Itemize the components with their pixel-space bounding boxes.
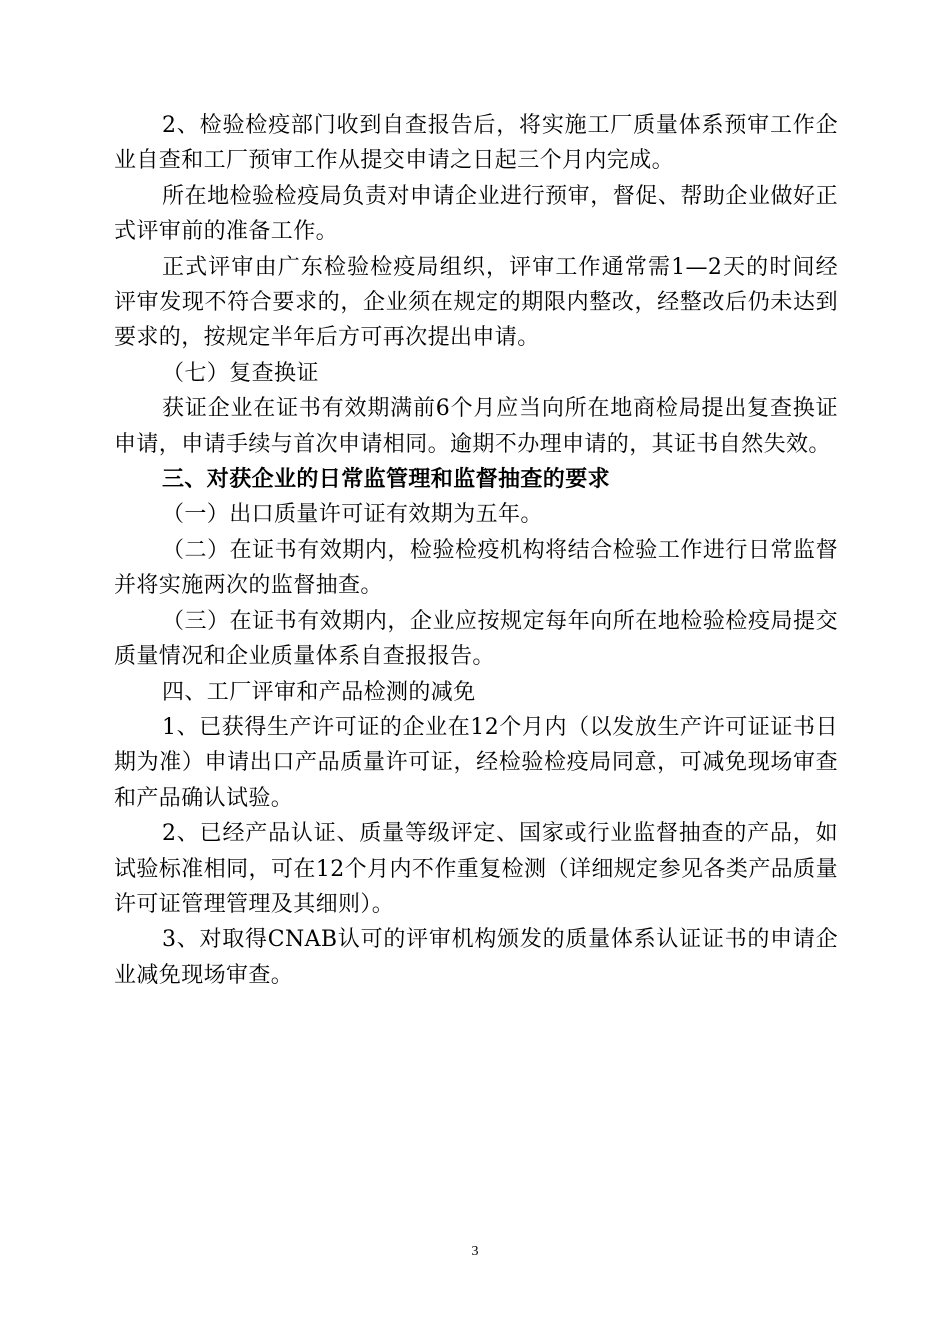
- paragraph-8: （二）在证书有效期内，检验检疫机构将结合检验工作进行日常监督并将实施两次的监督抽查。: [114, 537, 838, 599]
- paragraph-1: 2、检验检疫部门收到自查报告后，将实施工厂质量体系预审工作企业自查和工厂预审工作从提交申请之日起三个月内完成。: [114, 113, 838, 174]
- paragraph-2: 所在地检验检疫局负责对申请企业进行预审，督促、帮助企业做好正式评审前的准备工作。: [114, 183, 838, 245]
- paragraph-12: 2、已经产品认证、质量等级评定、国家或行业监督抽查的产品，如试验标准相同，可在12个月内不作重复检测（详细规定参见各类产品质量许可证管理管理及其细则）。: [114, 821, 838, 917]
- paragraph-3: 正式评审由广东检验检疫局组织，评审工作通常需1—2天的时间经评审发现不符合要求的，企业须在规定的期限内整改，经整改后仍未达到要求的，按规定半年后方可再次提出申请。: [114, 254, 838, 351]
- paragraph-7: （一）出口质量许可证有效期为五年。: [162, 502, 543, 528]
- section-heading-exemption: 四、工厂评审和产品检测的减免: [162, 679, 476, 705]
- page-number: 3: [471, 1244, 479, 1259]
- section-heading-review-renewal: （七）复查换证: [162, 360, 319, 386]
- section-heading-supervision: 三、对获企业的日常监管理和监督抽查的要求: [162, 466, 611, 493]
- paragraph-13: 3、对取得CNAB认可的评审机构颁发的质量体系认证证书的申请企业减免现场审查。: [114, 927, 838, 988]
- paragraph-11: 1、已获得生产许可证的企业在12个月内（以发放生产许可证证书日期为准）申请出口产品质量许可证，经检验检疫局同意，可减免现场审查和产品确认试验。: [114, 714, 838, 811]
- paragraph-5: 获证企业在证书有效期满前6个月应当向所在地商检局提出复查换证申请，申请手续与首次申请相同。逾期不办理申请的，其证书自然失效。: [114, 396, 838, 457]
- paragraph-9: （三）在证书有效期内，企业应按规定每年向所在地检验检疫局提交质量情况和企业质量体系自查报报告。: [114, 608, 838, 670]
- document-body: [114, 108, 838, 993]
